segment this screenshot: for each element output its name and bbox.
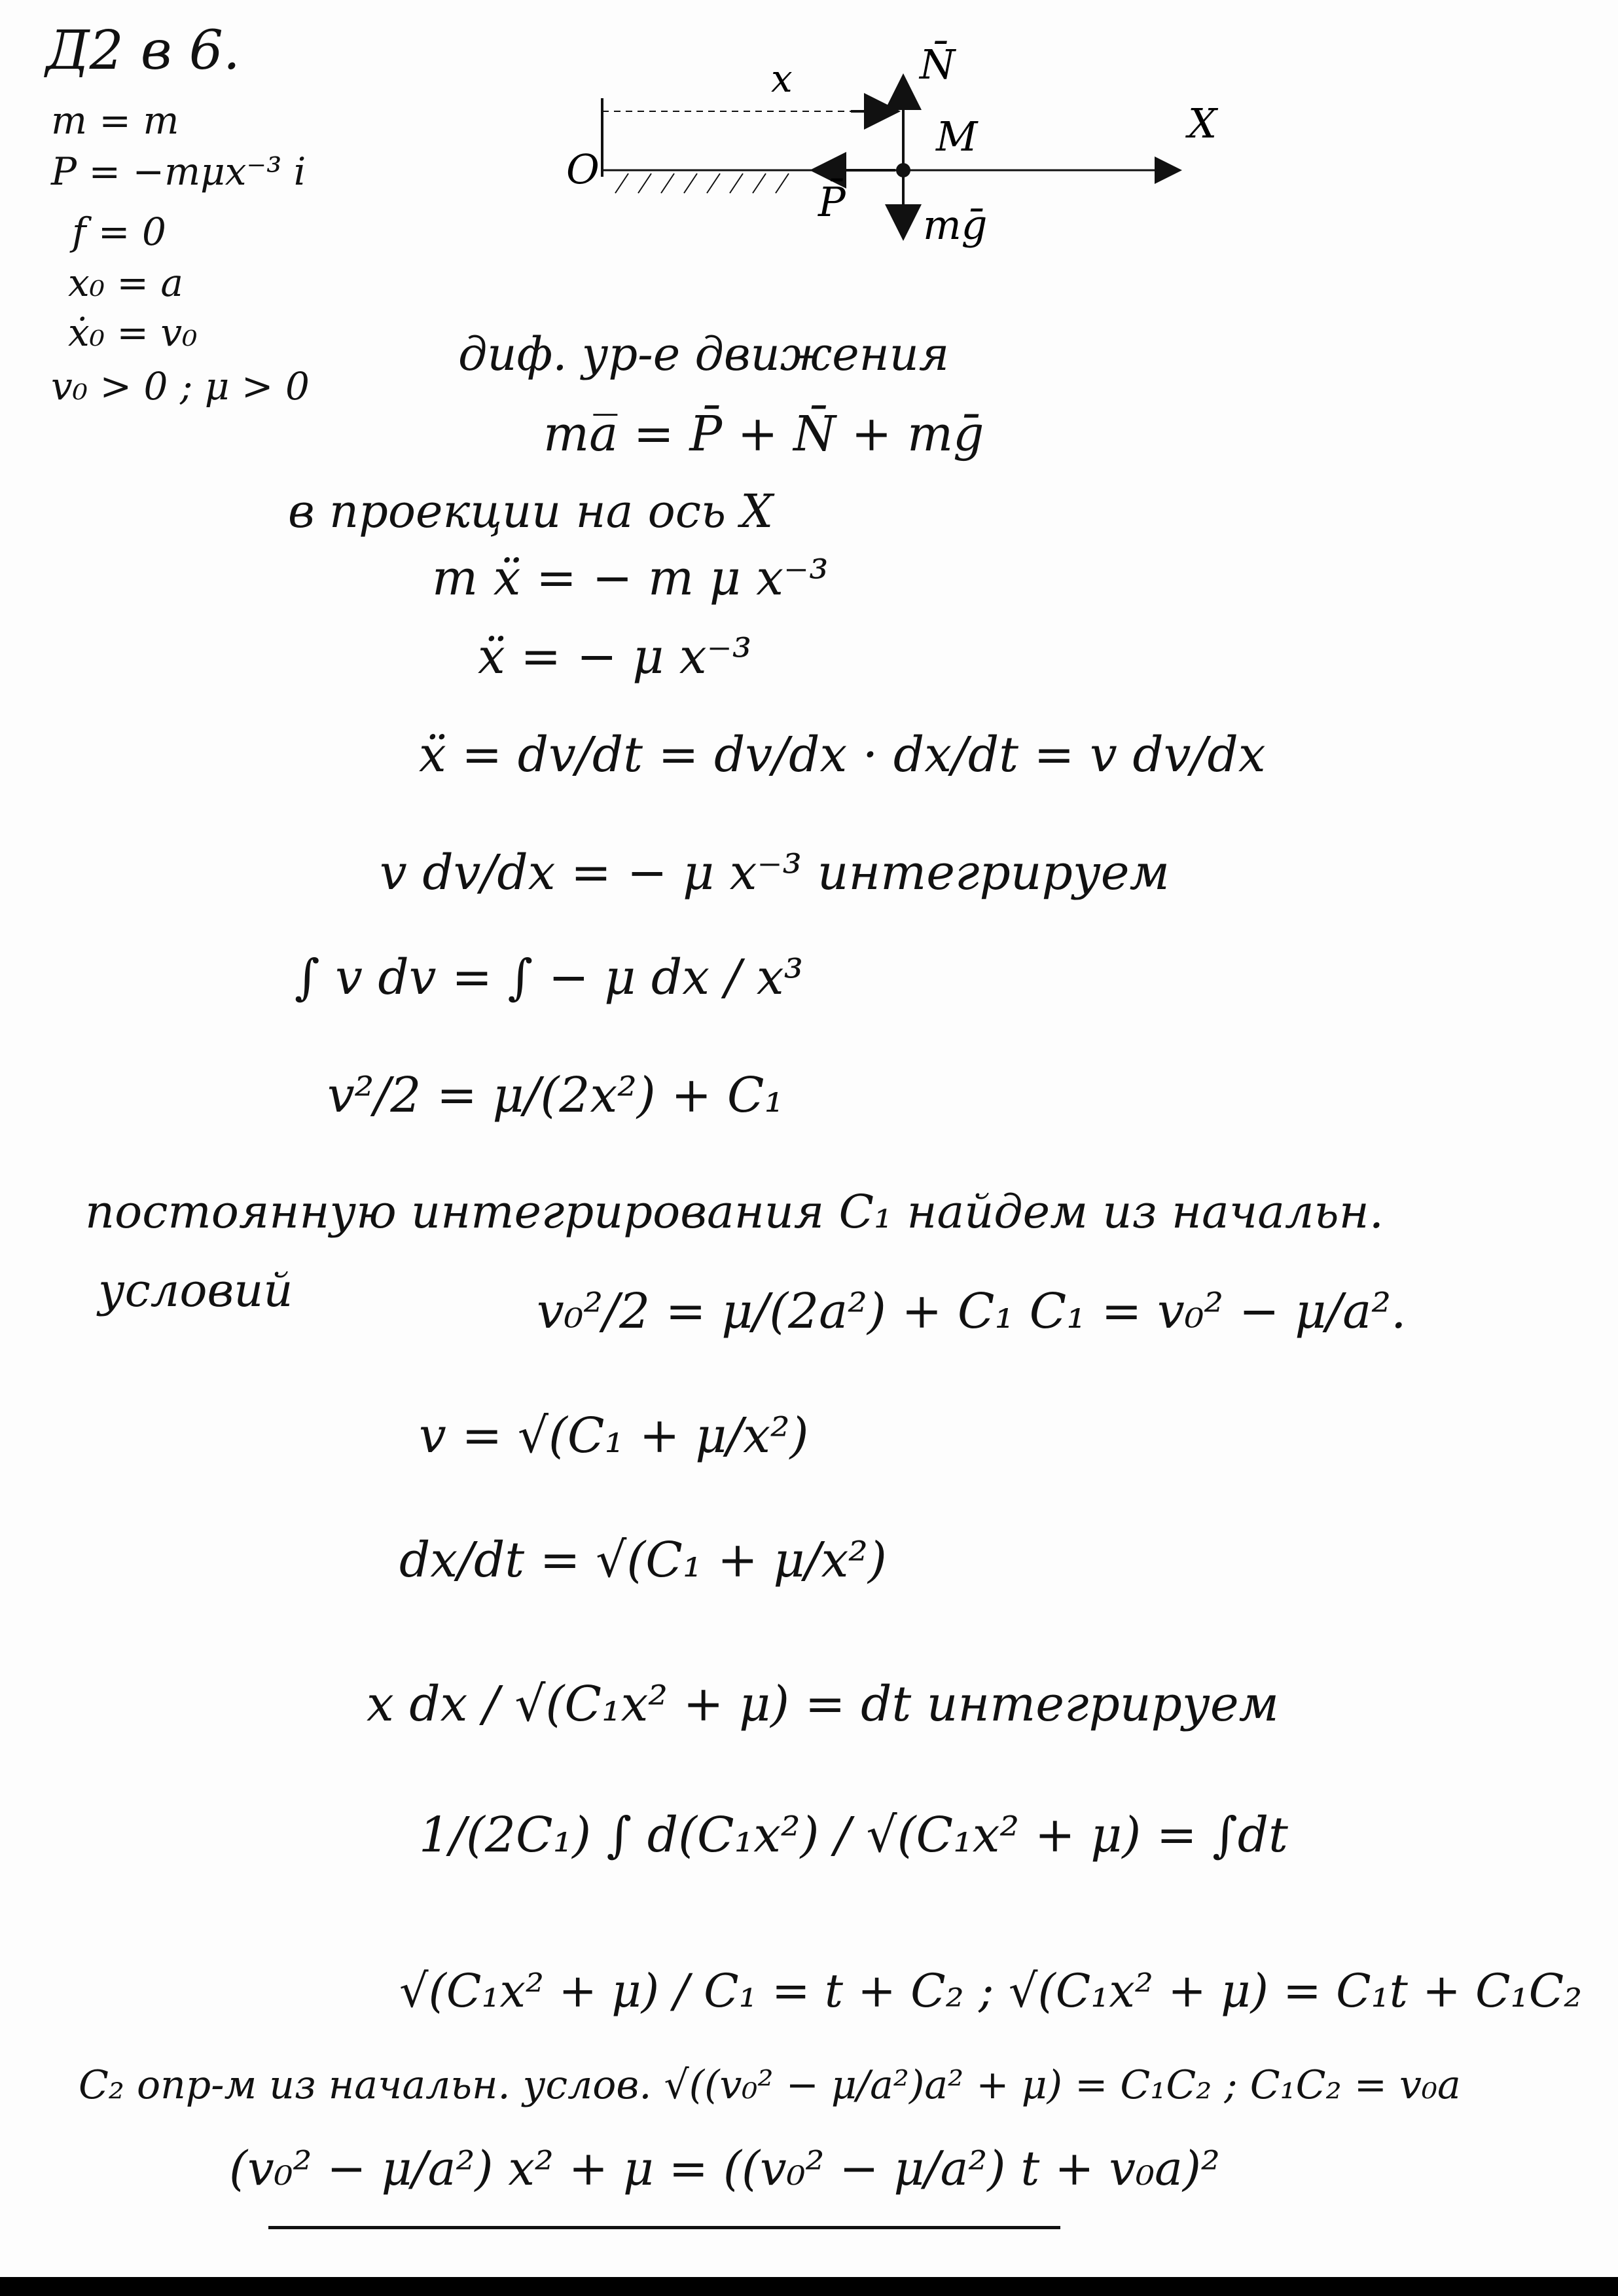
given-friction: f = 0: [72, 210, 166, 254]
surface-hatching: [615, 173, 789, 193]
task-id: Д2 в 6.: [46, 20, 240, 82]
solution-line-3: в проекции на ось X: [288, 484, 774, 538]
given-conditions: v₀ > 0 ; μ > 0: [51, 364, 310, 409]
solution-line-7: v dv/dx = − μ x⁻³ интегрируем: [380, 845, 1170, 901]
normal-label: N̄: [920, 41, 956, 88]
solution-line-9: v²/2 = μ/(2x²) + C₁: [327, 1067, 784, 1123]
x-dimension-label: x: [771, 56, 793, 101]
force-diagram: [566, 39, 1244, 275]
final-answer: (v₀² − μ/a²) x² + μ = ((v₀² − μ/a²) t + v₀a)²: [229, 2141, 1220, 2196]
solution-line-1: диф. ур-е движения: [458, 327, 950, 381]
solution-line-18: C₂ опр-м из начальн. услов. √((v₀² − μ/a²)a² + μ) = C₁C₂ ; C₁C₂ = v₀a: [79, 2062, 1461, 2108]
solution-line-10: постоянную интегрирования C₁ найдем из начальн.: [85, 1185, 1384, 1239]
point-label: M: [936, 113, 978, 160]
scan-bottom-edge: [0, 2277, 1618, 2296]
given-force: P = −mμx⁻³ i: [51, 149, 306, 194]
solution-line-6: ẍ = dv/dt = dv/dx · dx/dt = v dv/dx: [419, 727, 1266, 783]
solution-line-15: x dx / √(C₁x² + μ) = dt интегрируем: [367, 1676, 1279, 1732]
solution-line-2: ma̅ = P̄ + N̄ + mḡ: [543, 406, 984, 462]
origin-label: O: [566, 145, 600, 193]
solution-line-17: √(C₁x² + μ) / C₁ = t + C₂ ; √(C₁x² + μ) = C₁t + C₁C₂: [399, 1964, 1583, 2018]
force-p-label: P̄: [818, 178, 846, 226]
solution-line-5: ẍ = − μ x⁻³: [478, 629, 752, 685]
solution-line-11: условий: [98, 1264, 293, 1317]
gravity-label: mḡ: [923, 201, 988, 249]
solution-line-4: m ẍ = − m μ x⁻³: [432, 550, 829, 606]
given-mass: m = m: [51, 98, 179, 143]
solution-line-16: 1/(2C₁) ∫ d(C₁x²) / √(C₁x² + μ) = ∫dt: [419, 1807, 1288, 1863]
solution-line-12: v₀²/2 = μ/(2a²) + C₁ C₁ = v₀² − μ/a².: [537, 1283, 1407, 1339]
solution-line-8: ∫ v dv = ∫ − μ dx / x³: [295, 949, 804, 1006]
given-x0: x₀ = a: [68, 261, 184, 305]
answer-underline: [268, 2226, 1060, 2229]
solution-line-13: v = √(C₁ + μ/x²): [419, 1408, 809, 1464]
axis-label: X: [1188, 100, 1217, 147]
given-v0: ẋ₀ = v₀: [68, 310, 198, 355]
solution-line-14: dx/dt = √(C₁ + μ/x²): [399, 1532, 887, 1588]
